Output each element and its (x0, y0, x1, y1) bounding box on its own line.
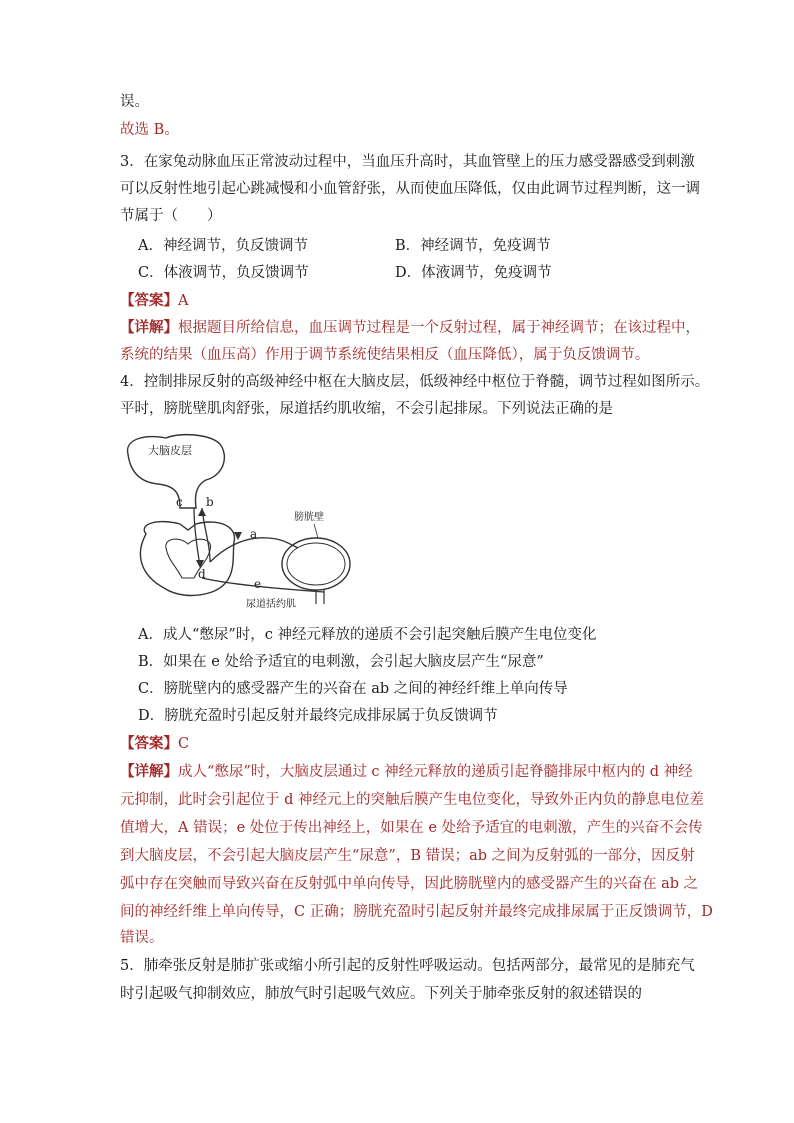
label-sphincter: 尿道括约肌 (246, 599, 296, 610)
q3-option-d: D．体液调节，免疫调节 (395, 265, 552, 281)
label-c: c (176, 495, 183, 509)
q4-stem-line-2: 平时，膀胱壁肌肉舒张，尿道括约肌收缩，不会引起排尿。下列说法正确的是 (120, 401, 613, 417)
q4-detail-line-2: 元抑制，此时会引起位于 d 神经元上的突触后膜产生电位变化，导致外正内负的静息电位差 (120, 792, 704, 808)
q4-detail-line-5: 弧中存在突触而导致兴奋在反射弧中单向传导，因此膀胱壁内的感受器产生的兴奋在 ab 之 (120, 876, 699, 892)
q3-answer (120, 291, 680, 311)
q4-detail-line-6: 间的神经纤维上单向传导，C 正确；膀胱充盈时引起反射并最终完成排尿属于正反馈调节，D (120, 904, 713, 920)
detail-label: 【详解】 (120, 763, 178, 780)
bladder-inner (287, 543, 345, 585)
urination-reflex-diagram (118, 432, 378, 610)
detail-text: 成人“憋尿”时，大脑皮层通过 c 神经元释放的递质引起脊髓排尿中枢内的 d 神经 (178, 764, 693, 780)
answer-value: C (178, 736, 190, 752)
bladder-outer (282, 538, 350, 590)
q3-option-a: A．神经调节，负反馈调节 (138, 238, 308, 254)
detail-label: 【详解】 (120, 319, 178, 336)
q3-detail-line-1 (120, 318, 700, 338)
q4-answer (120, 734, 680, 754)
q4-stem-line-1: 4．控制排尿反射的高级神经中枢在大脑皮层，低级神经中枢位于脊髓，调节过程如图所示。 (120, 374, 710, 390)
q5-stem-line-1: 5．肺牵张反射是肺扩张或缩小所引起的反射性呼吸运动。包括两部分，最常见的是肺充气 (120, 958, 695, 974)
detail-text: 根据题目所给信息，血压调节过程是一个反射过程，属于神经调节；在该过程中， (178, 320, 700, 336)
q3-stem-line-2: 可以反射性地引起心跳减慢和小血管舒张，从而使血压降低，仅由此调节过程判断，这一调 (120, 181, 700, 197)
q3-option-b: B．神经调节，免疫调节 (395, 238, 551, 254)
q4-detail-line-4: 到大脑皮层，不会引起大脑皮层产生“尿意”，B 错误；ab 之间为反射弧的一部分，因反射 (120, 848, 695, 864)
q4-option-b: B．如果在 e 处给予适宜的电刺激，会引起大脑皮层产生“尿意” (138, 654, 544, 670)
label-e: e (254, 577, 262, 591)
afferent-nerve-a (210, 538, 298, 562)
label-a: a (250, 527, 258, 541)
q3-stem-line-3: 节属于（ ） (120, 208, 222, 224)
q4-detail-line-7: 错误。 (120, 930, 164, 946)
q4-detail-line-3: 值增大，A 错误；e 处位于传出神经上，如果在 e 处给予适宜的电刺激，产生的兴奋不会传 (120, 820, 703, 836)
answer-value: A (178, 293, 189, 309)
q3-detail-line-2: 系统的结果（血压高）作用于调节系统使结果相反（血压降低），属于负反馈调节。 (120, 347, 650, 363)
prev-text-line: 误。 (120, 94, 149, 110)
q4-option-a: A．成人“憋尿”时，c 神经元释放的递质不会引起突触后膜产生电位变化 (138, 627, 597, 643)
label-b: b (206, 495, 214, 509)
efferent-nerve-e (202, 578, 324, 592)
label-bladder: 膀胱壁 (294, 512, 324, 523)
pathway-c (194, 508, 200, 566)
q3-stem-line-1: 3．在家兔动脉血压正常波动过程中，当血压升高时，其血管壁上的压力感受器感受到刺激 (120, 154, 695, 170)
q4-option-c: C．膀胱壁内的感受器产生的兴奋在 ab 之间的神经纤维上单向传导 (138, 681, 568, 697)
q4-detail-line-1 (120, 762, 693, 782)
q3-option-c: C．体液调节，负反馈调节 (138, 265, 309, 281)
prev-answer-line: 故选 B。 (120, 122, 179, 138)
answer-label: 【答案】 (120, 292, 178, 309)
arrow-b (198, 508, 206, 516)
label-d: d (198, 567, 206, 581)
label-cortex: 大脑皮层 (148, 444, 192, 457)
q4-option-d: D．膀胱充盈时引起反射并最终完成排尿属于负反馈调节 (138, 708, 498, 724)
spinal-cord-shape (140, 522, 234, 596)
q5-stem-line-2: 时引起吸气抑制效应，肺放气时引起吸气效应。下列关于肺牵张反射的叙述错误的 (120, 986, 642, 1002)
answer-label: 【答案】 (120, 735, 178, 752)
